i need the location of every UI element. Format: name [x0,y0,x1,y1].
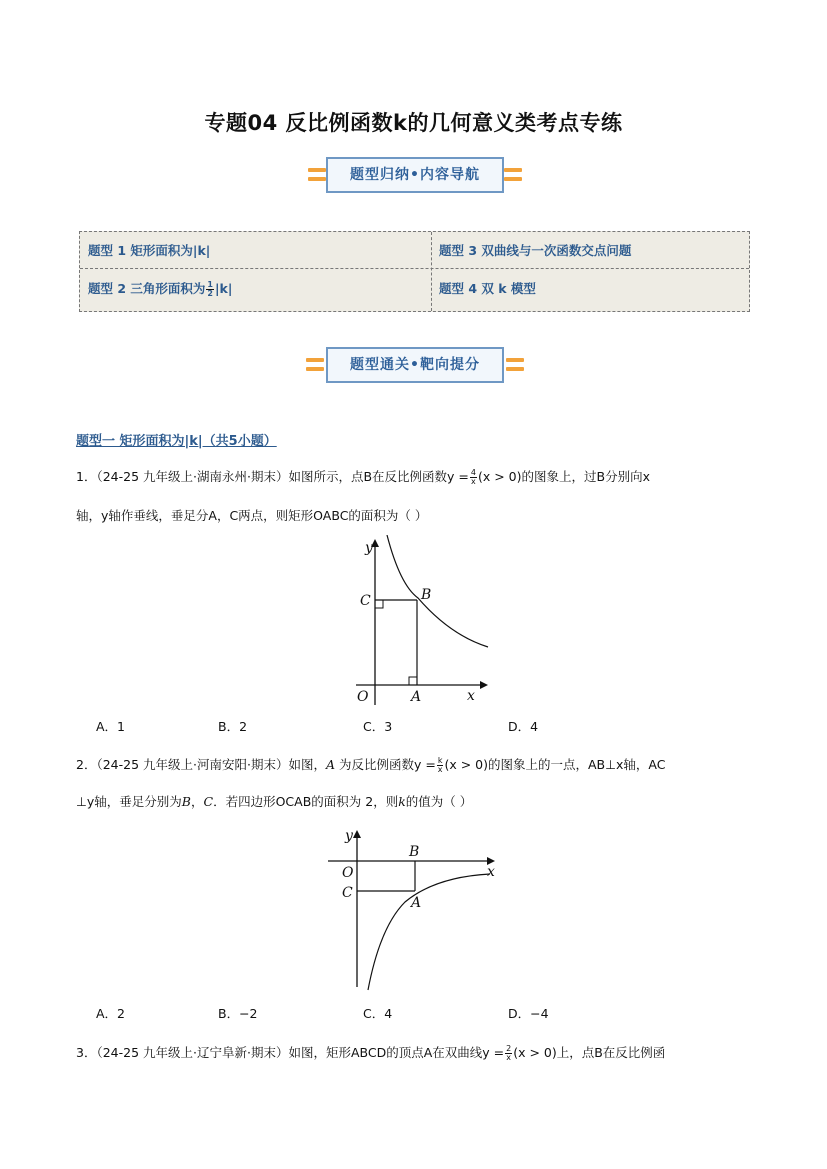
q1-option-d[interactable]: D．4 [508,719,539,734]
question-1-line-1: 1．（24-25 九年级上·湖南永州·期末）如图所示，点B在反比例函数y = $\frac{4}{x}$ (x > 0)的图象上，过B分别向x [76,468,650,486]
nav-topic-2[interactable] [88,279,232,298]
q2-option-a[interactable]: A．2 [96,1006,126,1021]
q2-option-b[interactable]: B．−2 [218,1006,258,1021]
question-1-line-2: 轴，y轴作垂线，垂足分A，C两点，则矩形OABC的面积为（ ） [76,508,428,523]
label-y: y [345,828,353,844]
q2-option-d[interactable]: D．−4 [508,1006,549,1021]
fraction-4-over-x: $\frac{4}{x}$ [470,468,476,486]
banner-practice [298,347,532,383]
label-A: A [411,895,422,911]
banner-left-decoration [306,356,324,374]
label-y: y [365,540,373,556]
label-C: C [360,593,371,609]
question-1-figure [340,535,500,705]
one-half-fraction: $\frac{1}{2}$ [207,280,213,298]
question-2-figure [325,822,505,992]
nav-topic-3[interactable]: 题型 3 双曲线与一次函数交点问题 [439,243,632,258]
page-title: 专题04 反比例函数k的几何意义类考点专练 [204,111,623,135]
fraction-k-over-x: $\frac{k}{x}$ [437,756,443,774]
q2-option-c[interactable]: C．4 [363,1006,393,1021]
nav-topic-4[interactable]: 题型 4 双 k 模型 [439,281,536,296]
label-x: x [487,864,495,880]
banner-right-decoration [504,166,522,184]
topic-navigation-table [79,231,750,312]
hyperbola-curve [387,535,488,647]
q1-option-c[interactable]: C．3 [363,719,393,734]
banner-right-decoration [506,356,524,374]
right-angle-mark-C [375,600,383,608]
right-angle-mark-A [409,677,417,685]
banner-left-decoration [308,166,326,184]
question-3-line-1: 3．（24-25 九年级上·辽宁阜新·期末）如图，矩形ABCD的顶点A在双曲线y = $\frac{2}{x}$ (x > 0)上，点B在反比例函 [76,1044,666,1062]
nav-topic-1[interactable]: 题型 1 矩形面积为|k| [88,243,211,258]
banner-label: 题型通关•靶向提分 [326,347,504,383]
label-C: C [342,885,353,901]
q1-option-b[interactable]: B．2 [218,719,248,734]
label-x: x [467,688,475,704]
x-axis-arrow [480,681,488,689]
banner-content-navigation [300,157,530,193]
label-B: B [409,844,420,860]
banner-label: 题型归纳•内容导航 [326,157,504,193]
question-2-line-1: 2．（24-25 九年级上·河南安阳·期末）如图，A 为反比例函数y = $\frac{k}{x}$ (x > 0)的图象上的一点，AB⊥x轴，AC [76,756,666,774]
nav-topic-2-prefix: 题型 2 三角形面积为 [88,281,206,296]
section-title: 题型一 矩形面积为|k|（共5小题） [76,434,277,449]
y-axis-arrow [353,830,361,838]
label-O: O [342,865,354,881]
q1-option-a[interactable]: A．1 [96,719,126,734]
nav-topic-2-suffix: |k| [214,281,233,296]
label-B: B [421,587,432,603]
fraction-2-over-x: $\frac{2}{x}$ [506,1044,512,1062]
label-A: A [411,689,422,705]
question-2-line-2: ⊥y轴，垂足分别为B，C．若四边形OCAB的面积为 2，则k的值为（ ） [76,794,473,809]
label-O: O [357,689,369,705]
